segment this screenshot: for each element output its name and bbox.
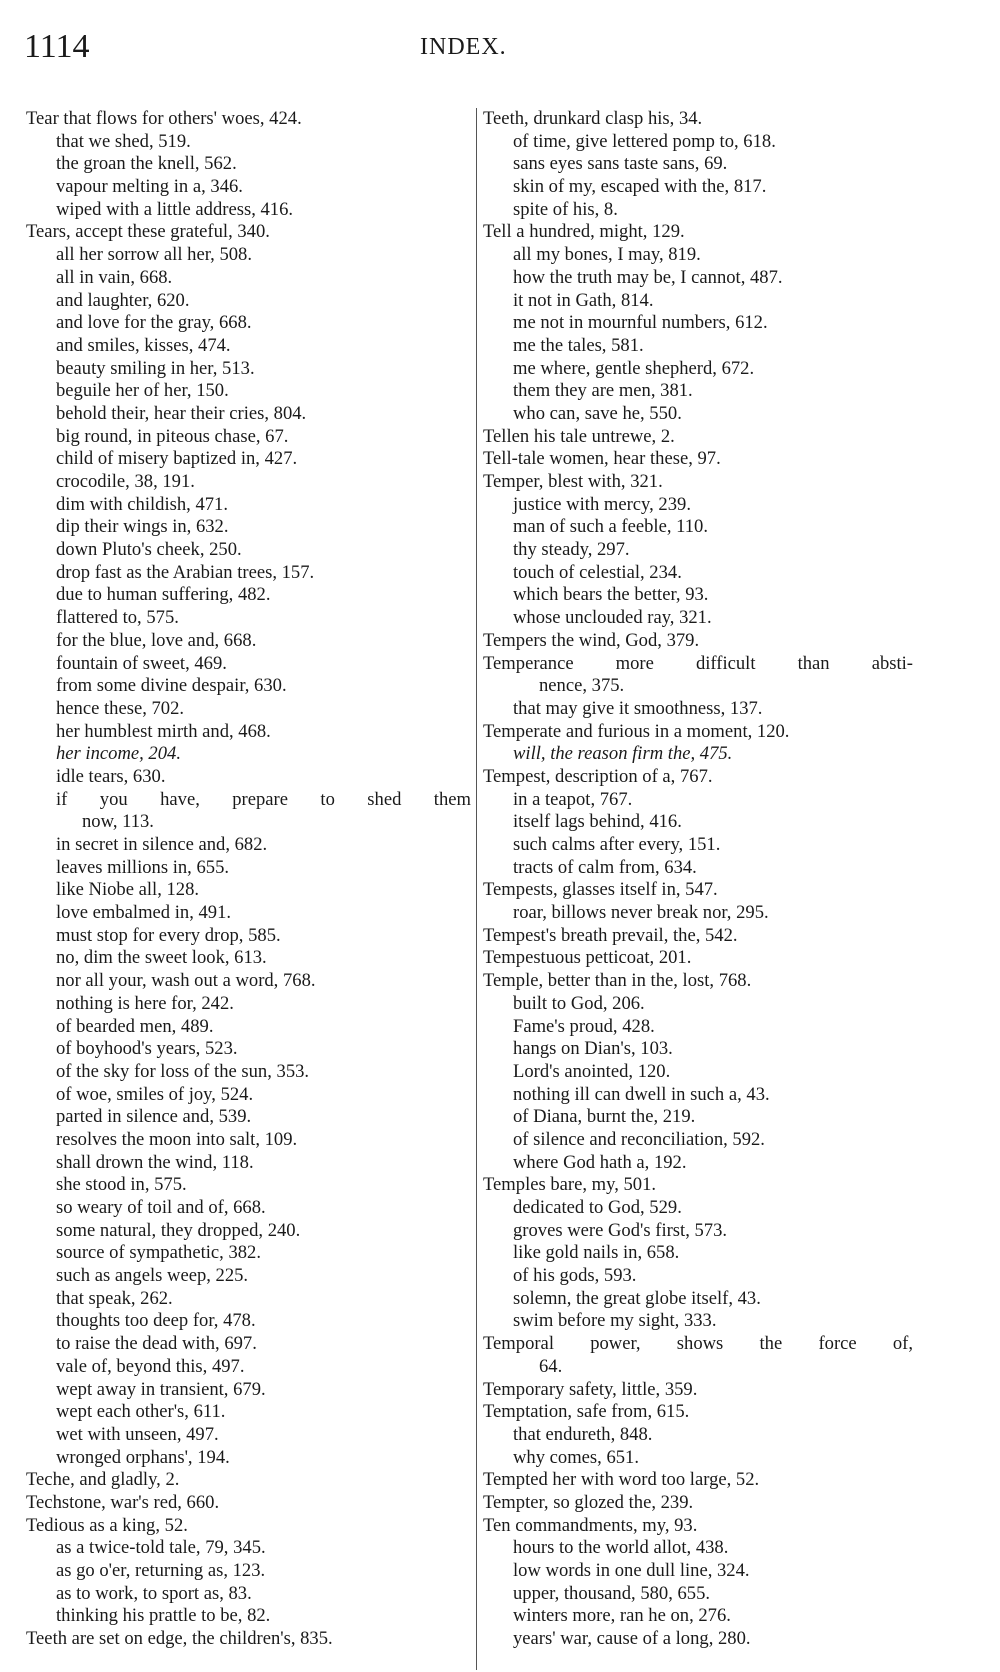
index-subentry: in a teapot, 767.	[513, 788, 633, 810]
index-subentry: of woe, smiles of joy, 524.	[56, 1083, 254, 1105]
page-header	[24, 28, 544, 72]
index-subentry: her humblest mirth and, 468.	[56, 720, 271, 742]
index-subentry: me where, gentle shepherd, 672.	[513, 357, 755, 379]
index-subentry: wept each other's, 611.	[56, 1401, 226, 1423]
index-subentry: why comes, 651.	[513, 1446, 640, 1468]
index-subentry: behold their, hear their cries, 804.	[56, 402, 307, 424]
index-column-left	[26, 108, 471, 1651]
index-subentry: in secret in silence and, 682.	[56, 834, 268, 855]
index-heading: Tears, accept these grateful, 340.	[26, 221, 270, 243]
index-subentry: if you have, prepare to shed them	[56, 788, 471, 810]
running-head-title: INDEX.	[420, 34, 507, 60]
index-subentry: winters more, ran he on, 276.	[513, 1605, 731, 1627]
index-subentry: and smiles, kisses, 474.	[56, 334, 231, 356]
index-heading: Teeth are set on edge, the children's, 835.	[26, 1628, 333, 1650]
index-subentry: all her sorrow all her, 508.	[56, 244, 252, 266]
index-subentry: built to God, 206.	[513, 992, 645, 1014]
index-subentry: Lord's anointed, 120.	[513, 1060, 671, 1082]
index-subentry: like gold nails in, 658.	[513, 1242, 680, 1264]
index-subentry: solemn, the great globe itself, 43.	[513, 1287, 761, 1309]
index-heading: Temporal power, shows the force of,	[483, 1333, 913, 1355]
index-heading: Temperate and furious in a moment, 120.	[483, 720, 790, 742]
index-subentry: drop fast as the Arabian trees, 157.	[56, 561, 315, 583]
index-heading: Temple, better than in the, lost, 768.	[483, 970, 752, 992]
index-subentry: of his gods, 593.	[513, 1265, 637, 1287]
index-subentry: me not in mournful numbers, 612.	[513, 312, 768, 334]
index-subentry: that speak, 262.	[56, 1287, 173, 1309]
index-subentry: touch of celestial, 234.	[513, 561, 682, 583]
index-subentry: to raise the dead with, 697.	[56, 1333, 257, 1355]
index-subentry: flattered to, 575.	[56, 607, 179, 629]
index-subentry: all my bones, I may, 819.	[513, 244, 701, 266]
index-subentry: some natural, they dropped, 240.	[56, 1219, 301, 1241]
index-subentry: for the blue, love and, 668.	[56, 629, 257, 651]
index-subentry: of time, give lettered pomp to, 618.	[513, 130, 776, 152]
index-subentry: love embalmed in, 491.	[56, 902, 232, 924]
index-heading: Teche, and gladly, 2.	[26, 1469, 180, 1491]
index-heading: Tempest's breath prevail, the, 542.	[483, 924, 738, 946]
index-subentry: big round, in piteous chase, 67.	[56, 425, 289, 447]
index-subentry: the groan the knell, 562.	[56, 153, 237, 175]
index-heading: Tell a hundred, might, 129.	[483, 221, 685, 243]
index-heading: Tell-tale women, hear these, 97.	[483, 448, 721, 470]
index-subentry: beguile her of her, 150.	[56, 380, 229, 402]
index-subentry: will, the reason firm the, 475.	[513, 743, 733, 765]
index-subentry: wiped with a little address, 416.	[56, 198, 294, 220]
index-subentry: groves were God's first, 573.	[513, 1219, 728, 1241]
index-subentry: shall drown the wind, 118.	[56, 1151, 254, 1173]
index-heading: Tempers the wind, God, 379.	[483, 629, 700, 651]
index-subentry: due to human suffering, 482.	[56, 584, 271, 606]
index-subentry: idle tears, 630.	[56, 765, 166, 787]
index-subentry: down Pluto's cheek, 250.	[56, 539, 242, 561]
index-subentry: must stop for every drop, 585.	[56, 924, 281, 946]
index-heading: Tempter, so glozed the, 239.	[483, 1491, 694, 1513]
index-subentry: how the truth may be, I cannot, 487.	[513, 266, 783, 288]
index-subentry: man of such a feeble, 110.	[513, 516, 708, 538]
index-subentry: wept away in transient, 679.	[56, 1378, 266, 1400]
index-subentry: crocodile, 38, 191.	[56, 471, 195, 492]
index-subentry: skin of my, escaped with the, 817.	[513, 176, 767, 198]
index-subentry: them they are men, 381.	[513, 380, 693, 402]
index-heading: Teeth, drunkard clasp his, 34.	[483, 108, 703, 129]
index-subentry: hangs on Dian's, 103.	[513, 1038, 673, 1060]
index-subentry: where God hath a, 192.	[513, 1151, 687, 1173]
index-heading: Tempests, glasses itself in, 547.	[483, 879, 718, 901]
index-subentry: thinking his prattle to be, 82.	[56, 1605, 271, 1627]
index-subentry: years' war, cause of a long, 280.	[513, 1628, 751, 1650]
index-subentry: dim with childish, 471.	[56, 493, 228, 515]
index-subentry: source of sympathetic, 382.	[56, 1242, 261, 1264]
index-heading: Tempest, description of a, 767.	[483, 765, 713, 787]
index-subentry: nothing ill can dwell in such a, 43.	[513, 1083, 770, 1105]
index-subentry: parted in silence and, 539.	[56, 1106, 252, 1128]
index-heading: Temptation, safe from, 615.	[483, 1401, 690, 1423]
index-subentry: of Diana, burnt the, 219.	[513, 1106, 696, 1128]
index-heading: Temples bare, my, 501.	[483, 1174, 657, 1196]
index-subentry: as a twice-told tale, 79, 345.	[56, 1537, 266, 1559]
page-number: 1114	[24, 28, 90, 65]
index-subentry: spite of his, 8.	[513, 198, 618, 220]
index-subentry: no, dim the sweet look, 613.	[56, 947, 267, 969]
index-subentry: fountain of sweet, 469.	[56, 652, 227, 674]
index-subentry: that endureth, 848.	[513, 1423, 653, 1445]
index-subentry: wet with unseen, 497.	[56, 1423, 219, 1445]
index-continuation: nence, 375.	[539, 675, 625, 697]
index-subentry: of bearded men, 489.	[56, 1015, 214, 1037]
index-subentry: child of misery baptized in, 427.	[56, 448, 298, 470]
index-subentry: she stood in, 575.	[56, 1174, 187, 1196]
index-column-right	[483, 108, 913, 1651]
index-subentry: thoughts too deep for, 478.	[56, 1310, 256, 1332]
column-divider	[476, 108, 477, 1670]
index-subentry: from some divine despair, 630.	[56, 675, 287, 697]
index-heading: Ten commandments, my, 93.	[483, 1514, 698, 1536]
index-subentry: like Niobe all, 128.	[56, 879, 200, 901]
index-subentry: nothing is here for, 242.	[56, 992, 234, 1014]
index-subentry: resolves the moon into salt, 109.	[56, 1128, 298, 1150]
index-subentry: beauty smiling in her, 513.	[56, 357, 255, 379]
index-subentry: swim before my sight, 333.	[513, 1310, 717, 1332]
index-subentry: of silence and reconciliation, 592.	[513, 1128, 765, 1150]
index-subentry: dedicated to God, 529.	[513, 1197, 682, 1218]
index-subentry: hours to the world allot, 438.	[513, 1537, 729, 1559]
index-subentry: roar, billows never break nor, 295.	[513, 902, 769, 924]
index-subentry: low words in one dull line, 324.	[513, 1560, 750, 1581]
index-subentry: as go o'er, returning as, 123.	[56, 1560, 266, 1581]
index-heading: Temporary safety, little, 359.	[483, 1378, 698, 1400]
index-subentry: and love for the gray, 668.	[56, 312, 252, 334]
index-subentry: dip their wings in, 632.	[56, 516, 229, 538]
index-heading: Tedious as a king, 52.	[26, 1514, 188, 1536]
index-subentry: wronged orphans', 194.	[56, 1446, 230, 1468]
index-subentry: such calms after every, 151.	[513, 834, 721, 855]
index-heading: Temperance more difficult than absti-	[483, 652, 913, 674]
index-subentry: leaves millions in, 655.	[56, 856, 230, 878]
index-continuation: now, 113.	[82, 811, 154, 833]
index-subentry: me the tales, 581.	[513, 334, 644, 356]
index-subentry: justice with mercy, 239.	[513, 493, 691, 515]
index-subentry: who can, save he, 550.	[513, 402, 682, 424]
index-heading: Tellen his tale untrewe, 2.	[483, 425, 675, 447]
index-subentry: of boyhood's years, 523.	[56, 1038, 238, 1060]
index-subentry: whose unclouded ray, 321.	[513, 607, 712, 629]
index-subentry: thy steady, 297.	[513, 539, 630, 561]
index-subentry: tracts of calm from, 634.	[513, 856, 697, 878]
index-heading: Techstone, war's red, 660.	[26, 1491, 220, 1513]
index-subentry: as to work, to sport as, 83.	[56, 1582, 252, 1604]
index-subentry: such as angels weep, 225.	[56, 1265, 249, 1287]
index-subentry: vapour melting in a, 346.	[56, 176, 243, 198]
index-subentry: vale of, beyond this, 497.	[56, 1355, 245, 1377]
index-subentry: which bears the better, 93.	[513, 584, 709, 606]
index-subentry: itself lags behind, 416.	[513, 811, 682, 833]
index-heading: Tear that flows for others' woes, 424.	[26, 108, 302, 129]
index-subentry: that we shed, 519.	[56, 130, 191, 152]
index-subentry: Fame's proud, 428.	[513, 1015, 655, 1037]
index-subentry: and laughter, 620.	[56, 289, 190, 311]
index-subentry: hence these, 702.	[56, 697, 185, 719]
index-subentry: of the sky for loss of the sun, 353.	[56, 1060, 310, 1082]
index-subentry: so weary of toil and of, 668.	[56, 1197, 266, 1218]
index-heading: Tempestuous petticoat, 201.	[483, 947, 692, 969]
index-heading: Temper, blest with, 321.	[483, 471, 663, 492]
index-continuation: 64.	[539, 1355, 563, 1377]
index-subentry: upper, thousand, 580, 655.	[513, 1582, 711, 1604]
index-subentry: it not in Gath, 814.	[513, 289, 654, 311]
index-subentry: sans eyes sans taste sans, 69.	[513, 153, 728, 175]
index-heading: Tempted her with word too large, 52.	[483, 1469, 760, 1491]
index-subentry: her income, 204.	[56, 743, 181, 765]
index-subentry: all in vain, 668.	[56, 266, 173, 288]
index-subentry: nor all your, wash out a word, 768.	[56, 970, 316, 992]
index-subentry: that may give it smoothness, 137.	[513, 697, 763, 719]
